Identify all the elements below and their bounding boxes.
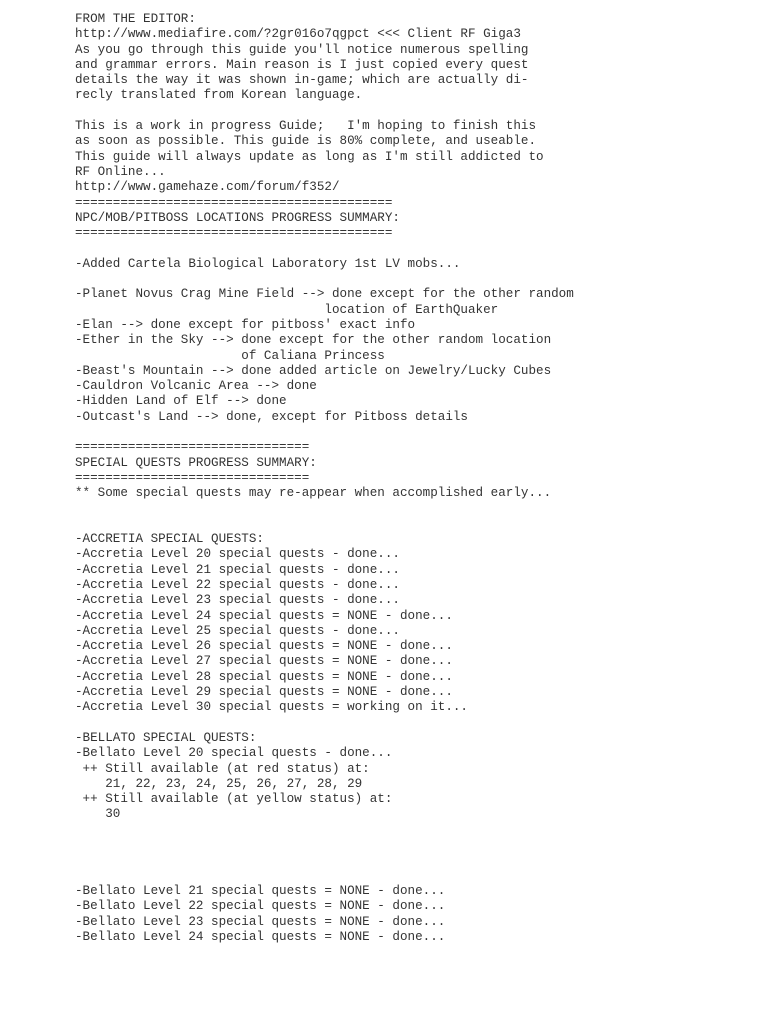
text-line: -Outcast's Land --> done, except for Pitboss details <box>75 409 468 424</box>
text-line: This guide will always update as long as I'm still addicted to <box>75 149 544 164</box>
text-line: -Accretia Level 25 special quests - done... <box>75 623 400 638</box>
text-line: NPC/MOB/PITBOSS LOCATIONS PROGRESS SUMMARY: <box>75 210 400 225</box>
text-line: as soon as possible. This guide is 80% complete, and useable. <box>75 134 537 149</box>
text-line <box>75 104 755 119</box>
text-line: -Accretia Level 23 special quests - done... <box>75 593 400 608</box>
text-line: http://www.gamehaze.com/forum/f352/ <box>75 180 340 195</box>
text-line: -BELLATO SPECIAL QUESTS: <box>75 730 257 745</box>
text-line: -Bellato Level 23 special quests = NONE - done... <box>75 914 446 929</box>
text-line: RF Online... <box>75 164 166 179</box>
text-line: -Bellato Level 22 special quests = NONE - done... <box>75 899 446 914</box>
text-line: -Accretia Level 20 special quests - done... <box>75 547 400 562</box>
text-line: of Caliana Princess <box>75 348 385 363</box>
text-line: -Accretia Level 29 special quests = NONE - done... <box>75 685 453 700</box>
text-line: ========================================== <box>75 195 393 210</box>
text-line: location of EarthQuaker <box>75 302 499 317</box>
text-line: =============================== <box>75 440 310 455</box>
text-line <box>75 272 755 287</box>
text-line <box>75 502 755 517</box>
text-line <box>75 869 755 884</box>
text-line <box>75 853 755 868</box>
text-line: -Accretia Level 21 special quests - done... <box>75 562 400 577</box>
text-line: http://www.mediafire.com/?2gr016o7qgpct <<< Client RF Giga3 <box>75 27 521 42</box>
text-line: -Added Cartela Biological Laboratory 1st LV mobs... <box>75 256 461 271</box>
text-line <box>75 425 755 440</box>
text-line <box>75 716 755 731</box>
text-line: -Accretia Level 27 special quests = NONE - done... <box>75 654 453 669</box>
text-line: -Accretia Level 26 special quests = NONE - done... <box>75 639 453 654</box>
text-line: and grammar errors. Main reason is I just copied every quest <box>75 57 529 72</box>
text-line: -Accretia Level 30 special quests = working on it... <box>75 700 468 715</box>
text-line: -Elan --> done except for pitboss' exact info <box>75 317 416 332</box>
text-line: ++ Still available (at red status) at: <box>75 761 370 776</box>
text-line: -Accretia Level 22 special quests - done... <box>75 577 400 592</box>
text-line: recly translated from Korean language. <box>75 88 363 103</box>
text-line: -Beast's Mountain --> done added article on Jewelry/Lucky Cubes <box>75 363 552 378</box>
text-line <box>75 241 755 256</box>
text-line <box>75 838 755 853</box>
text-line: ** Some special quests may re-appear when accomplished early... <box>75 486 552 501</box>
text-line: -Cauldron Volcanic Area --> done <box>75 379 317 394</box>
text-line: -Hidden Land of Elf --> done <box>75 394 287 409</box>
text-line <box>75 823 755 838</box>
text-line: SPECIAL QUESTS PROGRESS SUMMARY: <box>75 455 317 470</box>
text-line: FROM THE EDITOR: <box>75 12 196 26</box>
text-line: ========================================== <box>75 226 393 241</box>
document-page <box>75 12 755 945</box>
text-line: =============================== <box>75 470 310 485</box>
text-line: -Accretia Level 28 special quests = NONE - done... <box>75 669 453 684</box>
text-line: -Bellato Level 21 special quests = NONE - done... <box>75 883 446 898</box>
text-line <box>75 517 755 532</box>
text-line: -Bellato Level 20 special quests - done... <box>75 746 393 761</box>
text-line: -Planet Novus Crag Mine Field --> done except for the other random <box>75 287 574 302</box>
text-line: -Bellato Level 24 special quests = NONE - done... <box>75 929 446 944</box>
text-line: This is a work in progress Guide; I'm hoping to finish this <box>75 119 537 134</box>
text-line: As you go through this guide you'll notice numerous spelling <box>75 42 529 57</box>
text-line: ++ Still available (at yellow status) at: <box>75 792 393 807</box>
text-line: 21, 22, 23, 24, 25, 26, 27, 28, 29 <box>75 776 363 791</box>
text-line: details the way it was shown in-game; which are actually di- <box>75 73 529 88</box>
text-line: -Ether in the Sky --> done except for the other random location <box>75 333 552 348</box>
text-line: -Accretia Level 24 special quests = NONE - done... <box>75 608 453 623</box>
text-line: -ACCRETIA SPECIAL QUESTS: <box>75 532 264 547</box>
text-line: 30 <box>75 807 121 822</box>
